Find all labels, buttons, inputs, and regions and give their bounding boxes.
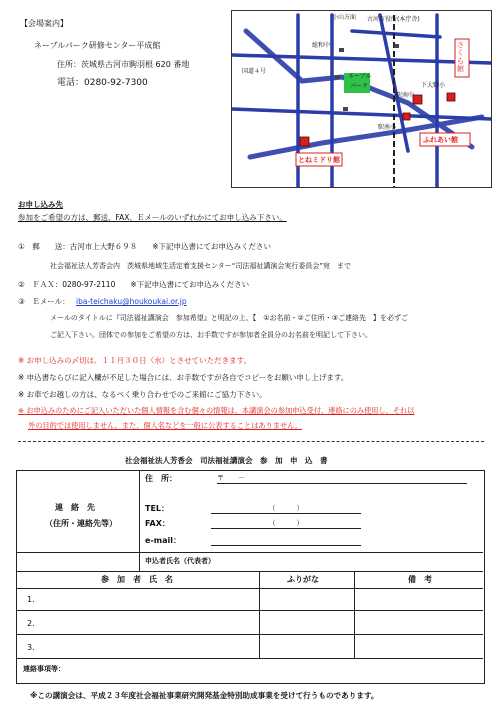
map-label-shiyakusho: 古河市役所(本庁舎) <box>367 16 420 23</box>
apply-mail-address: 社会福祉法人芳香会内 茨城県地域生活定着支援センター“司法福祉講演会実行委員会”宛 まで <box>50 262 351 270</box>
venue-name: ネーブルパーク研修センター平成館 <box>34 41 161 50</box>
venue-tel: 電話：0280-92-7300 <box>57 78 148 88</box>
footer-note: ※この講演会は、平成２３年度社会福祉事業研究開発基金特別助成事業を受けて行うものであります。 <box>30 691 379 700</box>
contact-label: 連 絡 先 <box>55 503 95 512</box>
email-field[interactable] <box>211 536 361 546</box>
fax-field[interactable]: （ ） <box>211 519 361 529</box>
representative-field[interactable] <box>227 556 467 565</box>
map-label-ekinan: 駅南中 <box>396 92 415 99</box>
col-remarks: 備 考 <box>408 575 432 584</box>
apply-fax: ② ＦＡＸ：0280-97-2110 ※下記申込書にてお申込みください <box>18 280 250 289</box>
apply-email-note-1: メールのタイトルに『司法福祉講演会 参加希望』と明記の上、【 ①お名前・②ご住所・③ご連絡先 】を必ずご <box>50 314 409 322</box>
map-label-navel: ネーブル <box>348 73 372 80</box>
note-deadline: ※ お申し込みの〆切は、１１月３０日（水）とさせていただきます。 <box>18 356 252 365</box>
note-carpool: ※ お車でお越しの方は、なるべく乗り合わせでのご来館にご協力下さい。 <box>18 390 267 399</box>
fax-label: FAX： <box>145 519 170 528</box>
apply-email-link[interactable]: iba-teichaku@houkoukai.or.jp <box>76 297 187 306</box>
form-title: 社会福祉法人芳香会 司法福祉講演会 参 加 申 込 書 <box>125 456 328 465</box>
map-label-tonemidori: とねミドリ館 <box>298 156 340 164</box>
note-privacy-1: ※ お申込みのためにご記入いただいた個人情報を含む個々の情報は、本講演会の参加申込受付、連絡にのみ使用し、それ以 <box>18 406 415 415</box>
apply-email-label: ③ Ｅメール： <box>18 297 70 306</box>
representative-label: 申込者氏名（代表者） <box>145 557 215 565</box>
row-3-number: 3． <box>27 643 41 652</box>
map-label-park: パーク <box>350 83 369 90</box>
note-privacy-2: 外の目的では使用しません。また、個人名などを一般に公表することはありません。 <box>28 421 302 430</box>
map-label-kotsuji: 下大野小 <box>421 82 446 89</box>
address-field[interactable]: 〒 － <box>217 474 467 484</box>
col-participant-name: 参 加 者 氏 名 <box>101 575 173 584</box>
note-copy: ※ 申込書ならびに記入欄が不足した場合には、お手数ですが各自でコピーをお願い申し上げます。 <box>18 373 349 382</box>
apply-intro: 参加をご希望の方は、郵送、FAX、Ｅメールのいずれかにてお申し込み下さい。 <box>18 213 287 222</box>
application-form <box>16 470 485 684</box>
email-label: e-mail： <box>145 536 181 545</box>
memo-label: 連絡事項等： <box>23 665 65 673</box>
cut-line <box>18 441 484 442</box>
apply-mail: ① 郵 送：古河市上大野６９８ ※下記申込書にてお申込みください <box>18 242 272 251</box>
map-label-sakura: さくら館 <box>457 41 464 73</box>
row-1-number: 1． <box>27 595 41 604</box>
contact-label-sub: （住所・連絡先等） <box>45 519 117 528</box>
tel-field[interactable]: （ ） <box>211 504 361 514</box>
tel-label: TEL： <box>145 504 170 513</box>
col-furigana: ふりがな <box>287 575 319 584</box>
map-label-route4: 国道４号 <box>242 68 267 75</box>
apply-email-note-2: ご記入下さい。団体での参加をご希望の方は、お手数ですが参加者全員分のお名前を明記して下さい。 <box>50 331 372 339</box>
venue-heading: 【会場案内】 <box>20 19 68 28</box>
map-label-koyama: 小山方面 <box>332 14 357 21</box>
address-label: 住 所： <box>145 474 177 483</box>
map-label-ekinan2: 駅南小 <box>378 124 397 131</box>
access-map <box>231 10 492 188</box>
apply-heading: お申し込み先 <box>18 200 63 209</box>
map-label-fureai: ふれあい館 <box>423 136 458 144</box>
venue-address: 住所：茨城県古河市駒羽根 620 番地 <box>57 60 190 69</box>
row-2-number: 2． <box>27 619 41 628</box>
map-label-kimiya: 総和中 <box>312 42 331 49</box>
